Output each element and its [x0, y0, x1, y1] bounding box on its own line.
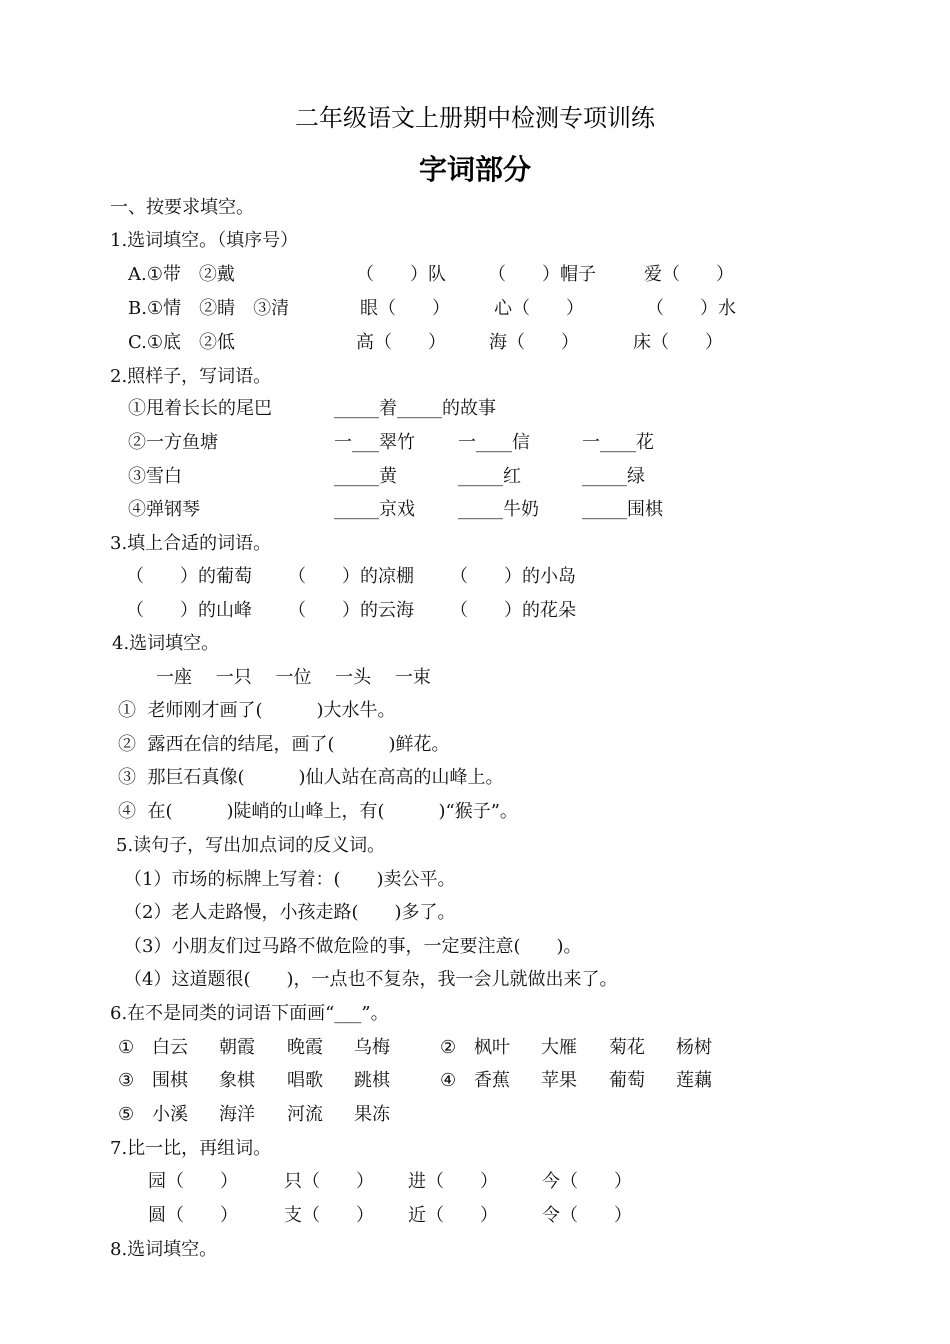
question-4-title: 4.选词填空。 [112, 633, 220, 654]
q7-blank: 只（ ） [284, 1171, 374, 1192]
q1-row-a-blank-2: （ ）帽子 [488, 264, 596, 285]
q6-word: 菊花 [609, 1037, 645, 1058]
q6-word: 朝霞 [219, 1037, 255, 1058]
q6-word: 枫叶 [474, 1037, 510, 1058]
question-2-title: 2.照样子，写词语。 [110, 366, 272, 387]
q3-blank-1-1: （ ）的葡萄 [126, 566, 252, 587]
q6-word: 白云 [152, 1037, 188, 1058]
question-8-title: 8.选词填空。 [110, 1239, 218, 1260]
q3-blank-1-2: （ ）的凉棚 [288, 566, 414, 587]
q3-blank-2-3: （ ）的花朵 [450, 600, 576, 621]
q1-row-b-blank-3: （ ）水 [646, 298, 736, 319]
q2-example-3: ③雪白 [128, 466, 182, 487]
q7-blank: 令（ ） [542, 1205, 632, 1226]
q6-word: 唱歌 [287, 1070, 323, 1091]
q4-item-3: ③ 那巨石真像( )仙人站在高高的山峰上。 [118, 767, 504, 788]
section-heading: 一、按要求填空。 [110, 197, 254, 218]
q3-blank-2-2: （ ）的云海 [288, 600, 414, 621]
q4-item-4: ④ 在( )陡峭的山峰上，有( )“猴子”。 [118, 801, 518, 822]
q2-blank-3-1: _____黄 [334, 466, 397, 487]
q1-row-b-blank-1: 眼（ ） [360, 298, 450, 319]
q2-blank-3-2: _____红 [458, 466, 521, 487]
q1-row-a-options: A.①带 ②戴 [128, 264, 235, 285]
q6-group-1-number: ① [118, 1037, 135, 1058]
q6-group-2-number: ② [440, 1037, 457, 1058]
q2-example-4: ④弹钢琴 [128, 499, 200, 520]
q6-group-5-number: ⑤ [118, 1104, 135, 1125]
q1-row-b-options: B.①情 ②睛 ③清 [128, 298, 290, 319]
q7-blank: 圆（ ） [148, 1205, 238, 1226]
q6-word: 香蕉 [474, 1070, 510, 1091]
q5-item-2: （2）老人走路慢，小孩走路( )多了。 [124, 902, 456, 923]
q6-word: 葡萄 [609, 1070, 645, 1091]
q2-example-2: ②一方鱼塘 [128, 432, 218, 453]
q7-blank: 支（ ） [284, 1205, 374, 1226]
q7-blank: 近（ ） [408, 1205, 498, 1226]
q2-blank-4-2: _____牛奶 [458, 499, 539, 520]
q4-item-2: ② 露西在信的结尾，画了( )鲜花。 [118, 734, 450, 755]
q2-blank-2-2: 一____信 [458, 432, 530, 453]
q6-word: 苹果 [541, 1070, 577, 1091]
q1-row-c-blank-3: 床（ ） [633, 332, 723, 353]
q2-blank-4-1: _____京戏 [334, 499, 415, 520]
q6-word: 海洋 [219, 1104, 255, 1125]
page-title: 二年级语文上册期中检测专项训练 [295, 104, 655, 132]
q1-row-b-blank-2: 心（ ） [494, 298, 584, 319]
q6-group-3-number: ③ [118, 1070, 135, 1091]
q6-group-4-number: ④ [440, 1070, 457, 1091]
question-3-title: 3.填上合适的词语。 [110, 533, 272, 554]
q6-word: 杨树 [676, 1037, 712, 1058]
q5-item-1: （1）市场的标牌上写着：( )卖公平。 [124, 869, 456, 890]
q6-word: 晚霞 [287, 1037, 323, 1058]
q2-example-1: ①甩着长长的尾巴 [128, 398, 272, 419]
q6-word: 象棋 [219, 1070, 255, 1091]
question-5-title: 5.读句子，写出加点词的反义词。 [116, 835, 386, 856]
q6-word: 果冻 [354, 1104, 390, 1125]
q1-row-c-options: C.①底 ②低 [128, 332, 235, 353]
q1-row-a-blank-3: 爱（ ） [644, 264, 734, 285]
q2-blank-4-3: _____围棋 [582, 499, 663, 520]
q1-row-a-blank-1: （ ）队 [356, 264, 446, 285]
q2-blank-2-3: 一____花 [582, 432, 654, 453]
page-subtitle: 字词部分 [418, 153, 531, 186]
q3-blank-1-3: （ ）的小岛 [450, 566, 576, 587]
q6-word: 乌梅 [354, 1037, 390, 1058]
q2-blank-1-1: _____着_____的故事 [334, 398, 496, 419]
q3-blank-2-1: （ ）的山峰 [126, 600, 252, 621]
q6-word: 莲藕 [676, 1070, 712, 1091]
question-7-title: 7.比一比，再组词。 [110, 1138, 272, 1159]
q4-word-options: 一座 一只 一位 一头 一束 [156, 667, 431, 688]
q5-item-4: （4）这道题很( )，一点也不复杂，我一会儿就做出来了。 [124, 969, 618, 990]
q1-row-c-blank-2: 海（ ） [489, 332, 579, 353]
q6-word: 小溪 [152, 1104, 188, 1125]
q6-word: 大雁 [541, 1037, 577, 1058]
q6-word: 围棋 [152, 1070, 188, 1091]
q2-blank-3-3: _____绿 [582, 466, 645, 487]
q1-row-c-blank-1: 高（ ） [356, 332, 446, 353]
q6-word: 跳棋 [354, 1070, 390, 1091]
q7-blank: 进（ ） [408, 1171, 498, 1192]
q7-blank: 今（ ） [542, 1171, 632, 1192]
q7-blank: 园（ ） [148, 1171, 238, 1192]
question-6-title: 6.在不是同类的词语下面画“___”。 [110, 1003, 389, 1024]
q2-blank-2-1: 一___翠竹 [334, 432, 415, 453]
q6-word: 河流 [287, 1104, 323, 1125]
question-1-title: 1.选词填空。（填序号） [110, 230, 299, 251]
q4-item-1: ① 老师刚才画了( )大水牛。 [118, 700, 396, 721]
q5-item-3: （3）小朋友们过马路不做危险的事，一定要注意( )。 [124, 936, 582, 957]
